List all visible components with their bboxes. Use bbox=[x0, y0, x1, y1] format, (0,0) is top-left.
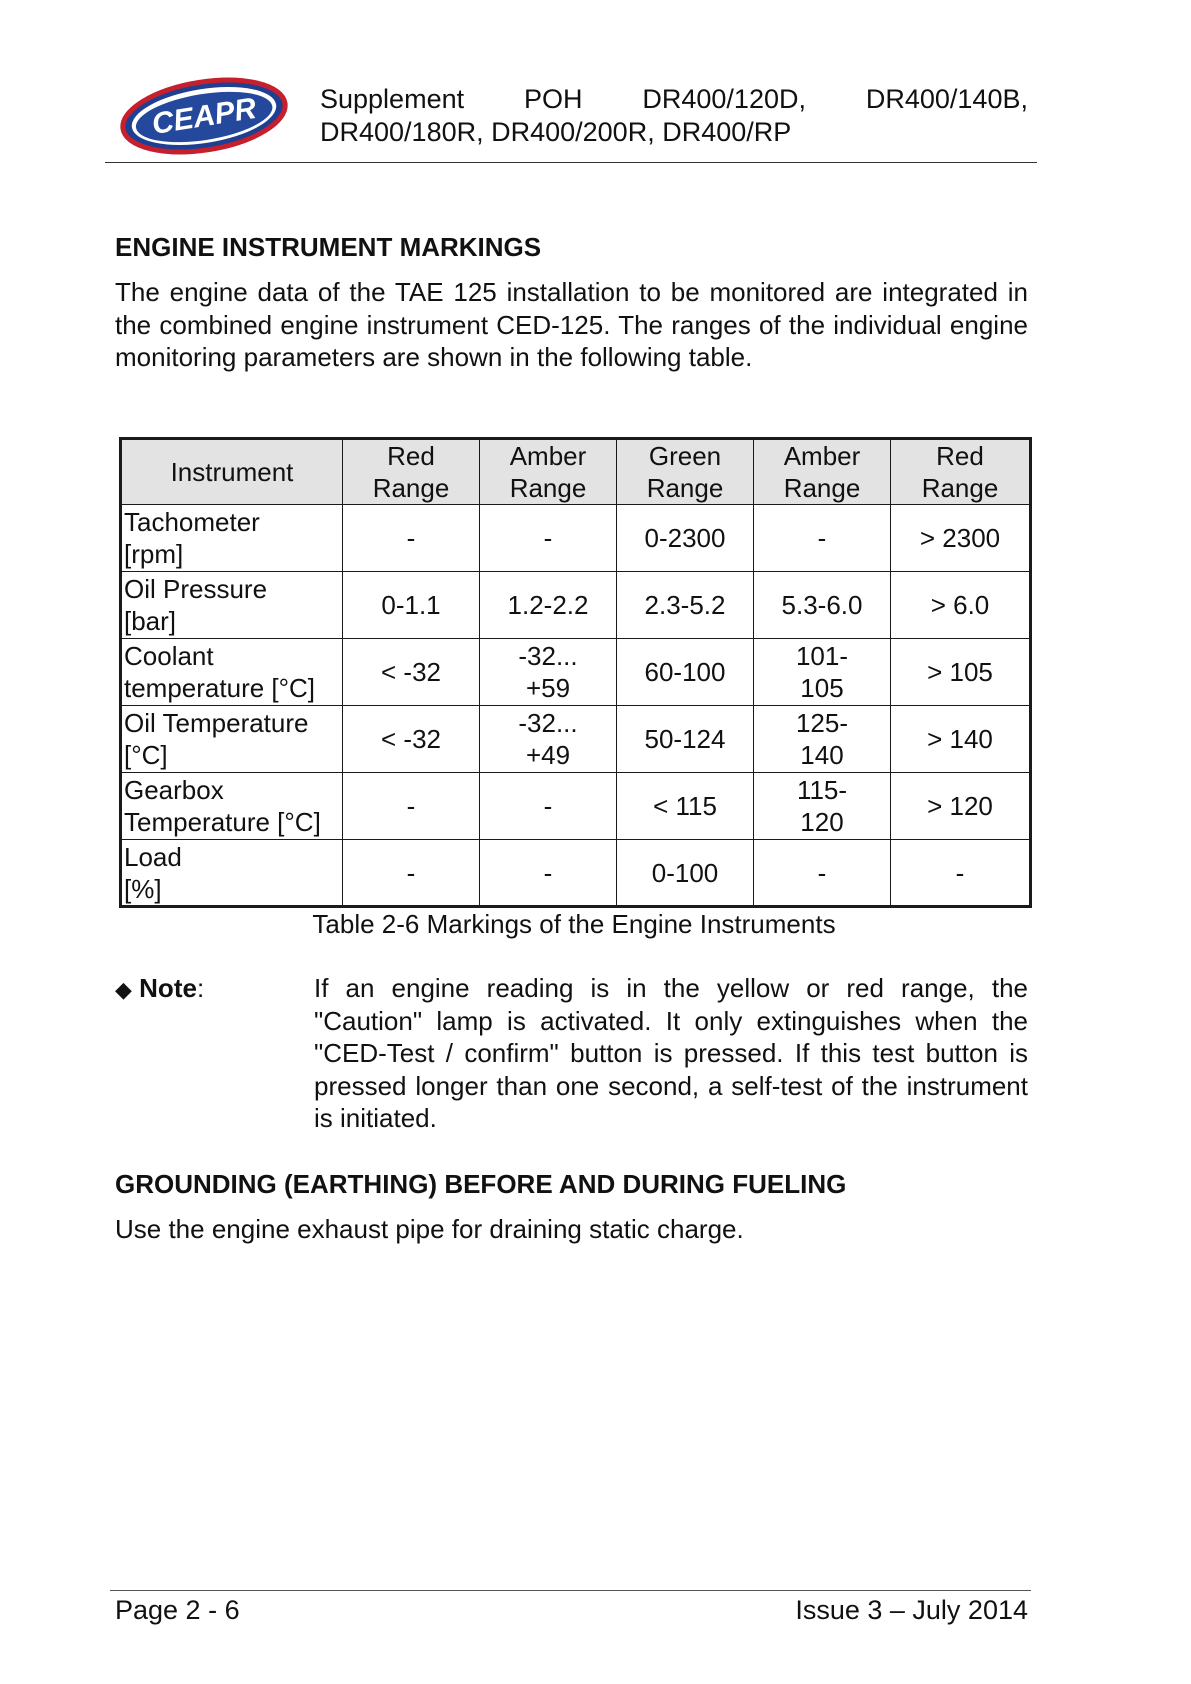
footer-issue-date: Issue 3 – July 2014 bbox=[795, 1595, 1028, 1625]
range-cell: > 120 bbox=[891, 773, 1031, 840]
table-header-row bbox=[121, 439, 1031, 505]
header-title-line1 bbox=[320, 83, 1028, 116]
logo-text: CEAPR bbox=[149, 91, 259, 142]
table-row bbox=[121, 773, 1031, 840]
range-cell: - bbox=[343, 840, 480, 907]
range-cell: 2.3-5.2 bbox=[617, 572, 754, 639]
range-cell: 5.3-6.0 bbox=[754, 572, 891, 639]
range-cell: > 105 bbox=[891, 639, 1031, 706]
header-divider bbox=[105, 162, 1037, 163]
range-cell: - bbox=[480, 773, 617, 840]
section-paragraph-engine-markings: The engine data of the TAE 125 installation to be monitored are integrated in the combined engine instrument CED-125. The ranges of the individual engine monitoring parameters are shown in the following table. bbox=[115, 277, 1028, 372]
section-heading-engine-markings: ENGINE INSTRUMENT MARKINGS bbox=[115, 232, 542, 262]
column-header: Amber Range bbox=[480, 439, 617, 505]
range-cell: 0-100 bbox=[617, 840, 754, 907]
instrument-cell: Tachometer [rpm] bbox=[121, 505, 343, 572]
table-caption: Table 2-6 Markings of the Engine Instruments bbox=[312, 909, 836, 939]
range-cell: < -32 bbox=[343, 639, 480, 706]
range-cell: -32... +49 bbox=[480, 706, 617, 773]
column-header: Instrument bbox=[121, 439, 343, 505]
document-header bbox=[320, 83, 1028, 149]
range-cell: 50-124 bbox=[617, 706, 754, 773]
range-cell: - bbox=[891, 840, 1031, 907]
instrument-cell: Load [%] bbox=[121, 840, 343, 907]
range-cell: - bbox=[480, 505, 617, 572]
instrument-cell: Oil Pressure [bar] bbox=[121, 572, 343, 639]
instrument-cell: Gearbox Temperature [°C] bbox=[121, 773, 343, 840]
range-cell: 125- 140 bbox=[754, 706, 891, 773]
ceapr-logo-graphic bbox=[118, 76, 290, 156]
range-cell: - bbox=[343, 773, 480, 840]
table-row bbox=[121, 572, 1031, 639]
header-word: DR400/120D, bbox=[642, 84, 806, 114]
section-heading-grounding: GROUNDING (EARTHING) BEFORE AND DURING FUELING bbox=[115, 1169, 847, 1199]
range-cell: 115- 120 bbox=[754, 773, 891, 840]
engine-markings-table bbox=[119, 437, 1032, 908]
range-cell: 101- 105 bbox=[754, 639, 891, 706]
column-header: Red Range bbox=[891, 439, 1031, 505]
ceapr-logo bbox=[118, 76, 290, 156]
table-row bbox=[121, 706, 1031, 773]
header-title-line2: DR400/180R, DR400/200R, DR400/RP bbox=[320, 117, 792, 147]
range-cell: > 2300 bbox=[891, 505, 1031, 572]
note-label: ◆ Note: bbox=[115, 973, 205, 1003]
section-paragraph-grounding: Use the engine exhaust pipe for draining static charge. bbox=[115, 1214, 744, 1244]
column-header: Amber Range bbox=[754, 439, 891, 505]
range-cell: > 6.0 bbox=[891, 572, 1031, 639]
range-cell: - bbox=[754, 505, 891, 572]
header-word: Supplement bbox=[320, 84, 465, 114]
header-word: DR400/140B, bbox=[865, 84, 1028, 114]
footer-divider bbox=[110, 1590, 1031, 1591]
column-header: Green Range bbox=[617, 439, 754, 505]
range-cell: -32... +59 bbox=[480, 639, 617, 706]
range-cell: < 115 bbox=[617, 773, 754, 840]
header-word: POH bbox=[523, 84, 583, 114]
column-header: Red Range bbox=[343, 439, 480, 505]
table-row bbox=[121, 505, 1031, 572]
diamond-bullet-icon: ◆ bbox=[115, 977, 132, 1002]
range-cell: 0-1.1 bbox=[343, 572, 480, 639]
table-row bbox=[121, 840, 1031, 907]
range-cell: > 140 bbox=[891, 706, 1031, 773]
instrument-cell: Coolant temperature [°C] bbox=[121, 639, 343, 706]
range-cell: < -32 bbox=[343, 706, 480, 773]
note-label-text: Note bbox=[139, 973, 197, 1003]
note-text: If an engine reading is in the yellow or red range, the "Caution" lamp is activated. It only extinguishes when the "CED-Test / confirm" button is pressed. If this test button is pressed longer than one second, a self-test of the instrument is initiated. bbox=[314, 973, 1028, 1133]
range-cell: - bbox=[754, 840, 891, 907]
range-cell: 60-100 bbox=[617, 639, 754, 706]
footer-page-number: Page 2 - 6 bbox=[115, 1595, 240, 1625]
range-cell: - bbox=[343, 505, 480, 572]
range-cell: - bbox=[480, 840, 617, 907]
table-row bbox=[121, 639, 1031, 706]
range-cell: 0-2300 bbox=[617, 505, 754, 572]
range-cell: 1.2-2.2 bbox=[480, 572, 617, 639]
instrument-cell: Oil Temperature [°C] bbox=[121, 706, 343, 773]
